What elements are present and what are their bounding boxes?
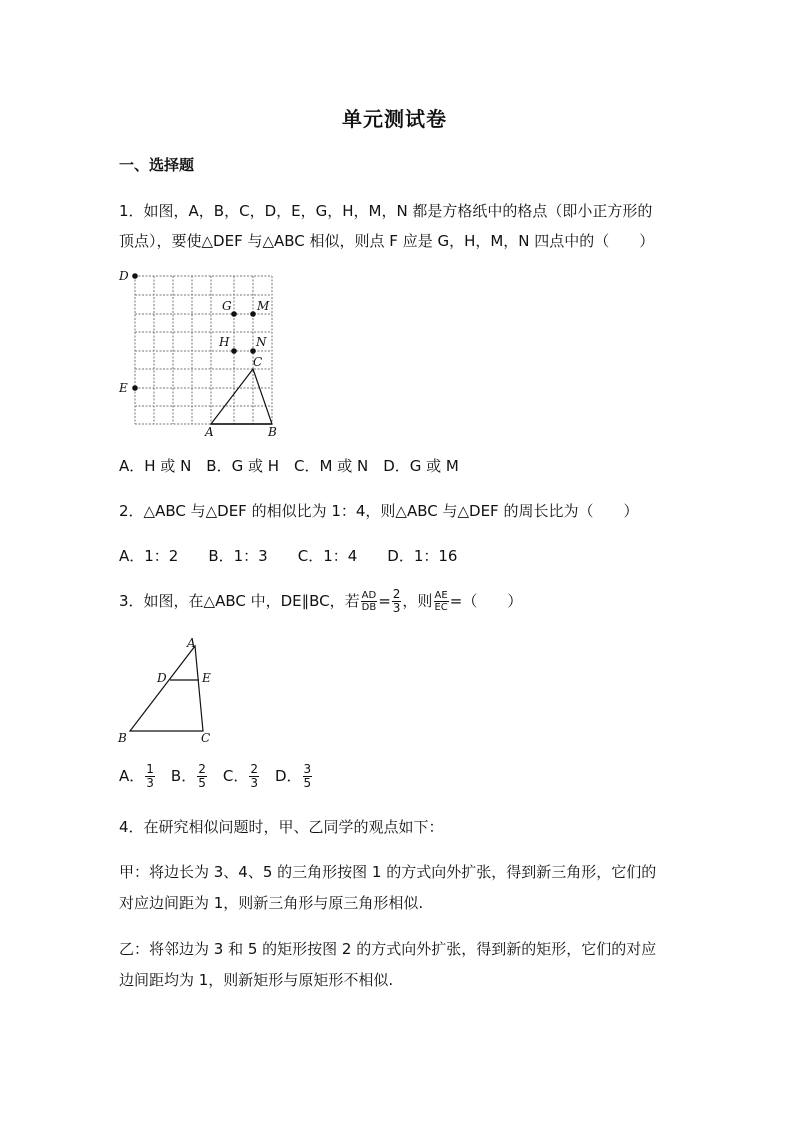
frac-denominator: 5	[198, 775, 206, 790]
q2-options: A．1：2 B．1：3 C．1：4 D．1：16	[119, 547, 458, 565]
q3-stem-part3: =（ ）	[449, 592, 523, 610]
q3-fraction-ae-ec	[433, 590, 448, 613]
q3-fraction-ad-db	[361, 590, 378, 613]
q1-stem-line2: 顶点），要使△DEF 与△ABC 相似，则点 F 应是 G，H，M，N 四点中的（ ）	[119, 232, 655, 250]
triangle-abc	[211, 369, 272, 424]
frac-denominator: 5	[303, 775, 312, 790]
frac-denominator: 3	[146, 775, 154, 790]
q4-stem: 4．在研究相似问题时，甲、乙同学的观点如下：	[119, 818, 444, 836]
point-m	[250, 311, 256, 317]
q3-triangle-figure	[114, 636, 224, 748]
q3-stem	[119, 587, 522, 615]
frac-denominator: DB	[361, 601, 377, 613]
label-d: D	[157, 671, 167, 685]
section-heading: 一、选择题	[119, 156, 195, 174]
q3-option-c-letter: C．	[222, 767, 249, 785]
label-m: M	[257, 299, 270, 313]
q3-equals: =	[378, 592, 391, 610]
point-g	[231, 311, 237, 317]
q3-stem-part1: 3．如图，在△ABC 中，DE∥BC，若	[119, 592, 360, 610]
label-g: G	[222, 299, 232, 313]
label-e: E	[202, 671, 211, 685]
point-n	[250, 348, 256, 354]
label-n: N	[256, 335, 267, 349]
frac-numerator: AD	[361, 589, 377, 601]
label-c: C	[253, 355, 263, 369]
q3-option-d-fraction	[303, 763, 313, 790]
q3-option-a-fraction	[145, 763, 155, 790]
q3-option-b-letter: B．	[170, 767, 197, 785]
q3-option-a-letter: A．	[119, 767, 145, 785]
q4-yi-line2: 边间距均为 1，则新矩形与原矩形不相似.	[119, 971, 394, 989]
q1-options: A．H 或 N B．G 或 H C．M 或 N D．G 或 M	[119, 457, 459, 475]
page-title: 单元测试卷	[342, 107, 447, 131]
frac-denominator: 3	[250, 775, 258, 790]
frac-numerator: 1	[146, 761, 154, 776]
q3-stem-part2: ，则	[402, 592, 433, 610]
label-a: A	[187, 636, 196, 650]
label-b: B	[118, 731, 127, 745]
frac-numerator: 3	[303, 761, 312, 776]
frac-denominator: 3	[392, 600, 401, 615]
q3-fraction-two-thirds	[392, 588, 402, 615]
frac-numerator: AE	[434, 589, 448, 601]
q4-jia-line1: 甲：将边长为 3、4、5 的三角形按图 1 的方式向外扩张，得到新三角形，它们的	[119, 863, 657, 881]
q3-option-d-letter: D．	[274, 767, 302, 785]
q4-yi-line1: 乙：将邻边为 3 和 5 的矩形按图 2 的方式向外扩张，得到新的矩形，它们的对应	[119, 940, 657, 958]
triangle-abc	[130, 646, 203, 731]
label-h: H	[219, 335, 230, 349]
point-d	[132, 273, 138, 279]
point-h	[231, 348, 237, 354]
q3-option-c-fraction	[249, 763, 259, 790]
point-e	[132, 385, 138, 391]
frac-numerator: 2	[198, 761, 206, 776]
q3-option-b-fraction	[197, 763, 207, 790]
label-c: C	[201, 731, 211, 745]
frac-numerator: 2	[392, 586, 401, 601]
label-e: E	[119, 381, 128, 395]
q1-stem-line1: 1．如图，A，B，C，D，E，G，H，M，N 都是方格纸中的格点（即小正方形的	[119, 202, 653, 220]
label-a: A	[205, 425, 214, 439]
q1-grid-figure	[116, 264, 291, 444]
label-b: B	[268, 425, 277, 439]
q4-jia-line2: 对应边间距为 1，则新三角形与原三角形相似.	[119, 894, 424, 912]
frac-numerator: 2	[250, 761, 258, 776]
q2-stem: 2．△ABC 与△DEF 的相似比为 1：4，则△ABC 与△DEF 的周长比为（ ）	[119, 502, 639, 520]
q3-options	[119, 761, 313, 791]
frac-denominator: EC	[434, 601, 448, 613]
label-d: D	[119, 269, 129, 283]
